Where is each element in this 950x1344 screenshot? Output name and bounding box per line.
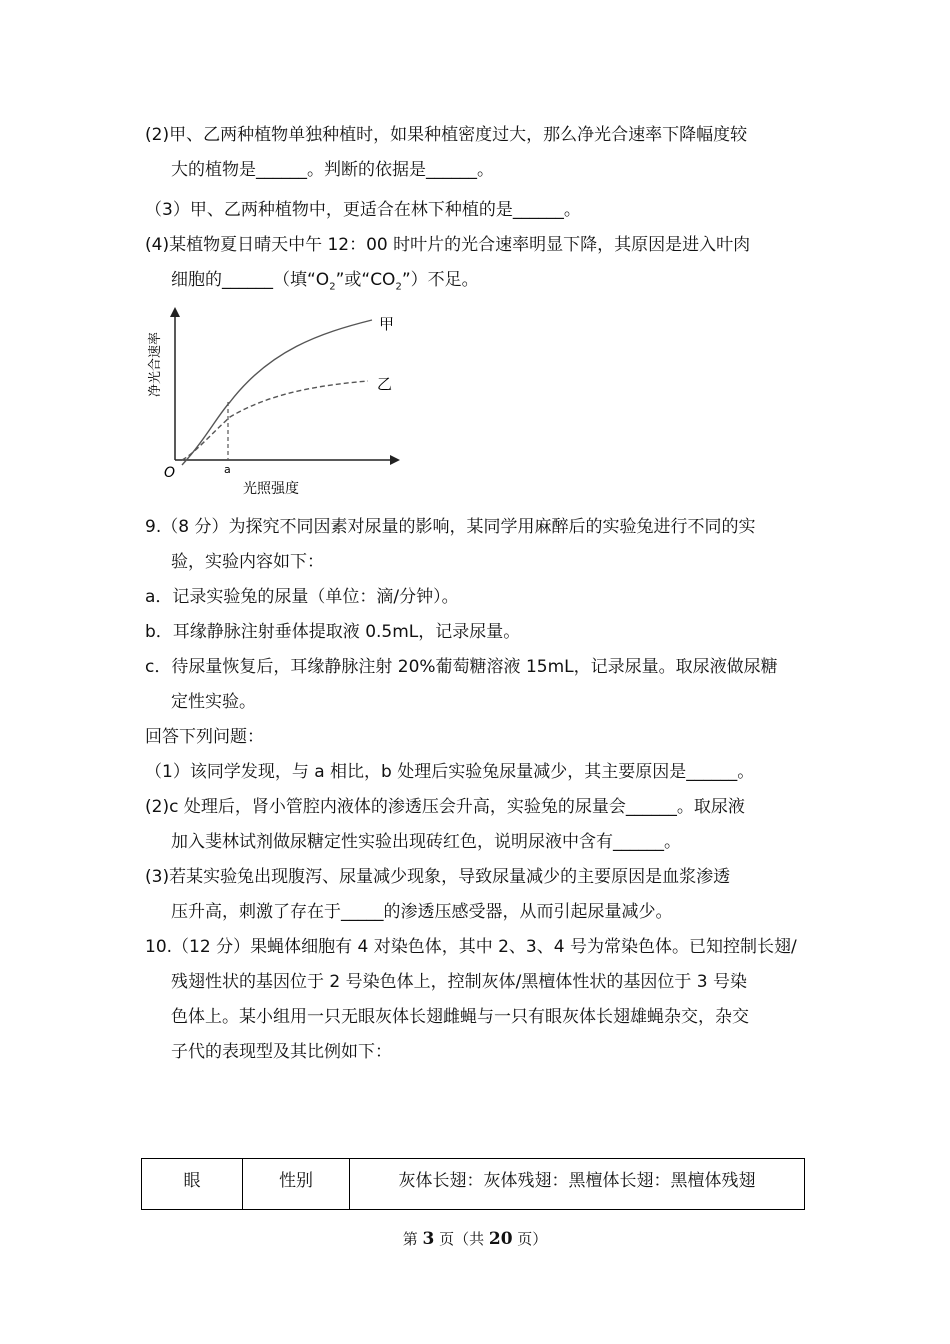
x-axis-label: 光照强度: [243, 481, 299, 497]
table-header-sex: 性别: [243, 1159, 350, 1210]
y-axis-arrow: [170, 307, 180, 317]
footer-page-number: 3: [422, 1229, 435, 1249]
q9-ask: 回答下列问题：: [145, 727, 264, 747]
q9-sub2-line1: (2)c 处理后，肾小管腔内液体的渗透压会升高，实验兔的尿量会______。取尿液: [145, 797, 745, 817]
q10-line4: 子代的表现型及其比例如下：: [171, 1042, 392, 1062]
offspring-table: [141, 1158, 805, 1210]
q8-part2: [145, 118, 810, 188]
q9-step-c-line1: c．待尿量恢复后，耳缘静脉注射 20%葡萄糖溶液 15mL，记录尿量。取尿液做尿糖: [145, 657, 778, 677]
q9-step-a: a．记录实验兔的尿量（单位：滴/分钟）。: [145, 587, 459, 607]
q9-step-c-line2: 定性实验。: [171, 692, 256, 712]
q8-part4-text-e: ”）不足。: [401, 270, 479, 290]
q8-part4: [145, 228, 810, 304]
q10-line1: 10.（12 分）果蝇体细胞有 4 对染色体，其中 2、3、4 号为常染色体。已知控制长翅/: [145, 937, 797, 957]
q8-part3-line: （3）甲、乙两种植物中，更适合在林下种植的是______。: [145, 200, 581, 220]
origin-label: O: [164, 465, 176, 481]
o2-subscript: 2: [329, 281, 336, 293]
x-axis-arrow: [390, 455, 400, 465]
q9-line1: 9.（8 分）为探究不同因素对尿量的影响，某同学用麻醉后的实验兔进行不同的实: [145, 517, 756, 537]
q8-part4-text-c: ”或“CO: [335, 270, 396, 290]
footer-total-pages: 20: [488, 1229, 513, 1249]
q9-sub3-line2: 压升高，刺激了存在于_____的渗透压感受器，从而引起尿量减少。: [171, 902, 673, 922]
series-yi-label: 乙: [377, 375, 393, 393]
q8-part4-line2: [145, 263, 810, 304]
q9-sub3-line1: (3)若某实验兔出现腹泻、尿量减少现象，导致尿量减少的主要原因是血浆渗透: [145, 867, 731, 887]
series-jia-label: 甲: [379, 315, 395, 333]
photosynthesis-chart: [150, 305, 410, 505]
co2-subscript: 2: [395, 281, 402, 293]
page-footer: [0, 1228, 950, 1249]
footer-post: 页）: [512, 1230, 548, 1248]
y-axis-label: 净光合速率: [148, 331, 163, 397]
table-header-row: [142, 1159, 805, 1210]
q9-step-b: b．耳缘静脉注射垂体提取液 0.5mL，记录尿量。: [145, 622, 521, 642]
series-jia-line: [182, 320, 372, 465]
q9-stem: [145, 510, 810, 1070]
q9-sub1: （1）该同学发现，与 a 相比，b 处理后实验兔尿量减少，其主要原因是______。: [145, 762, 755, 782]
a-tick-label: a: [224, 463, 231, 476]
q8-part4-line1: (4)某植物夏日晴天中午 12：00 时叶片的光合速率明显下降，其原因是进入叶肉: [145, 235, 751, 255]
q9-line2: 验，实验内容如下：: [171, 552, 324, 572]
q9-sub2-line2: 加入斐林试剂做尿糖定性实验出现砖红色，说明尿液中含有______。: [171, 832, 681, 852]
table-header-eye: 眼: [142, 1159, 243, 1210]
q8-part2-line2: 大的植物是______。判断的依据是______。: [171, 160, 494, 180]
q8-part3: [145, 193, 810, 228]
series-yi-line: [182, 381, 368, 460]
footer-pre: 第: [402, 1230, 423, 1248]
q8-part2-line1: (2)甲、乙两种植物单独种植时，如果种植密度过大，那么净光合速率下降幅度较: [145, 125, 748, 145]
q8-part4-text-a: 细胞的______（填“O: [171, 270, 330, 290]
footer-mid: 页（共: [434, 1230, 489, 1248]
table-header-ratio: 灰体长翅：灰体残翅：黑檀体长翅：黑檀体残翅: [350, 1159, 805, 1210]
q10-line2: 残翅性状的基因位于 2 号染色体上，控制灰体/黑檀体性状的基因位于 3 号染: [171, 972, 747, 992]
q10-line3: 色体上。某小组用一只无眼灰体长翅雌蝇与一只有眼灰体长翅雄蝇杂交，杂交: [171, 1007, 749, 1027]
